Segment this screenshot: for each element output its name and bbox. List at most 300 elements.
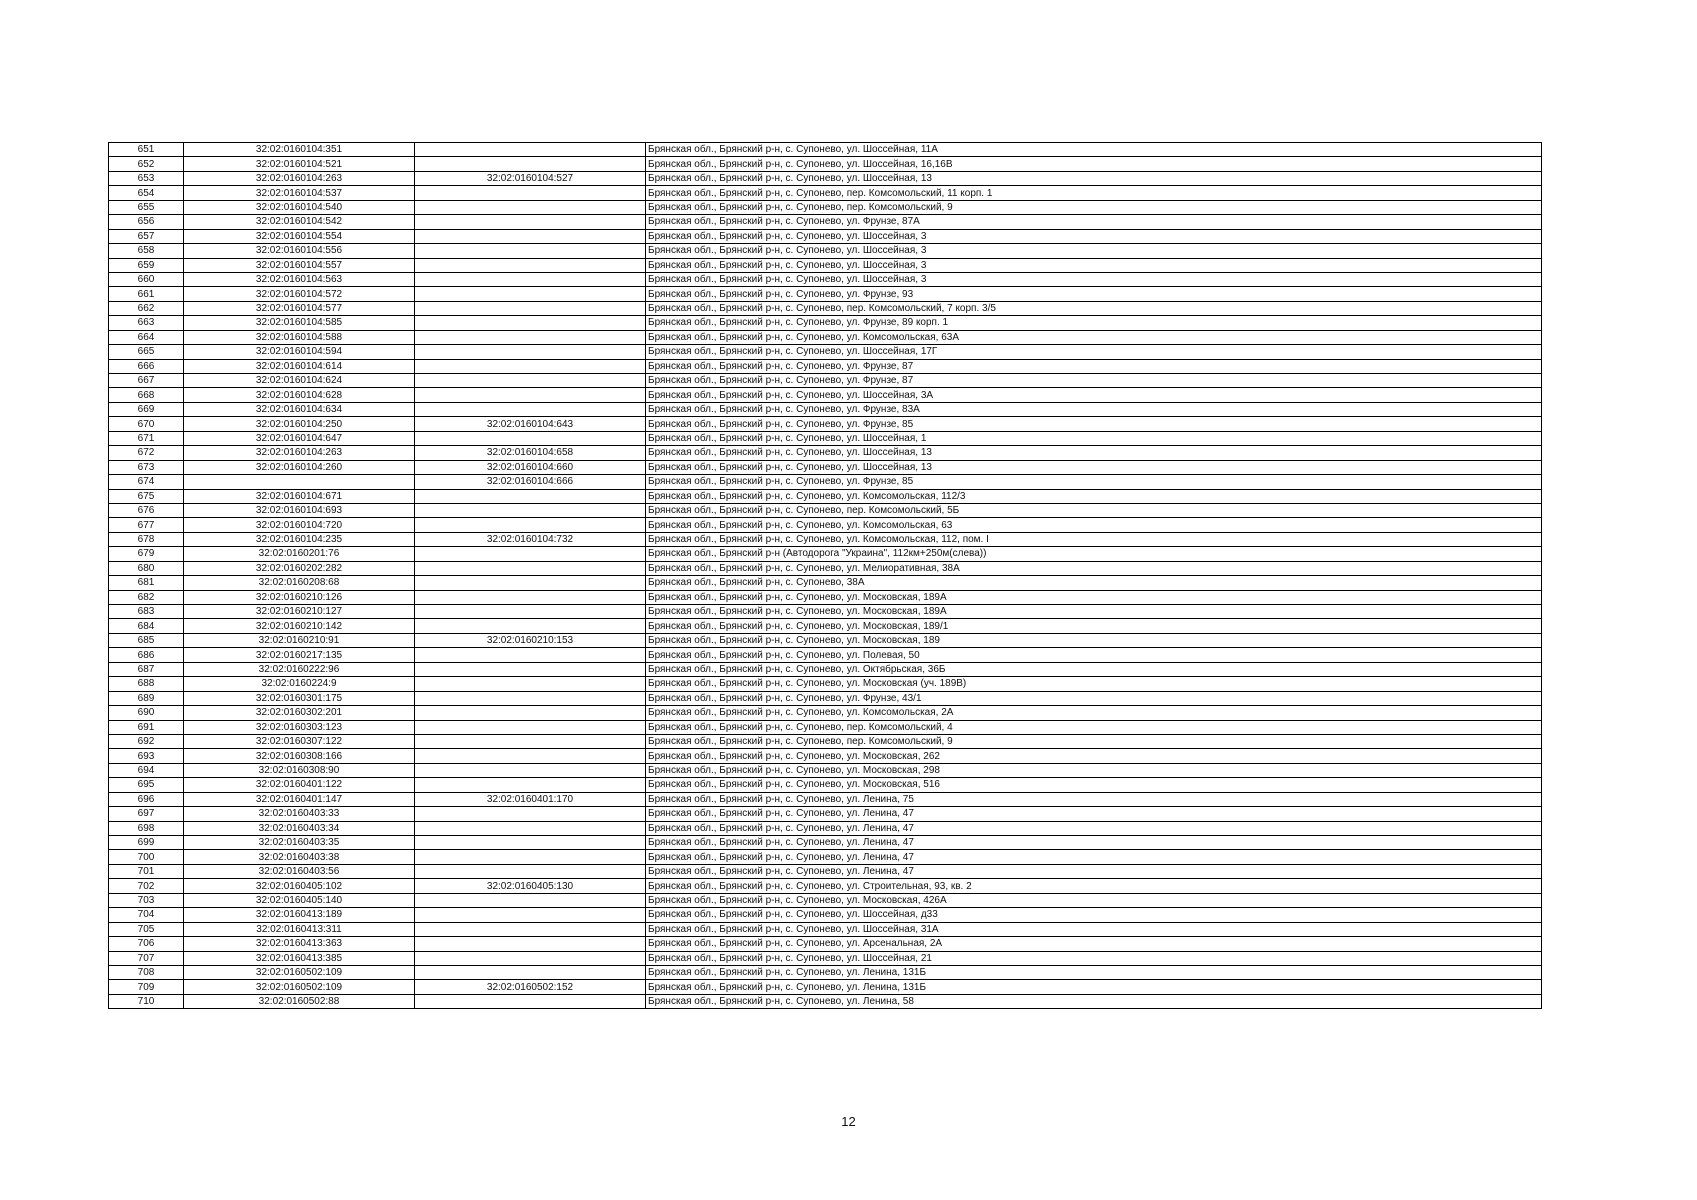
table-row [109, 864, 1542, 878]
table-row [109, 561, 1542, 575]
cadastral-number-cell: 32:02:0160210:142 [184, 619, 415, 633]
table-row [109, 215, 1542, 229]
cadastral-number-cell: 32:02:0160104:235 [184, 532, 415, 546]
table-row [109, 171, 1542, 185]
cadastral-number-cell: 32:02:0160104:542 [184, 215, 415, 229]
related-cadastral-number-cell [415, 272, 646, 286]
related-cadastral-number-cell [415, 186, 646, 200]
address-cell: Брянская обл., Брянский р-н, с. Супонево, ул. Московская, 189А [646, 605, 1542, 619]
cadastral-number-cell: 32:02:0160403:38 [184, 850, 415, 864]
row-number-cell: 691 [109, 720, 184, 734]
address-cell: Брянская обл., Брянский р-н, с. Супонево, пер. Комсомольский, 4 [646, 720, 1542, 734]
related-cadastral-number-cell [415, 287, 646, 301]
related-cadastral-number-cell [415, 619, 646, 633]
table-row [109, 417, 1542, 431]
cadastral-number-cell: 32:02:0160502:109 [184, 965, 415, 979]
table-row [109, 706, 1542, 720]
address-cell: Брянская обл., Брянский р-н, с. Супонево, пер. Комсомольский, 5Б [646, 503, 1542, 517]
row-number-cell: 687 [109, 662, 184, 676]
cadastral-table [108, 142, 1542, 1009]
related-cadastral-number-cell [415, 143, 646, 157]
address-cell: Брянская обл., Брянский р-н, с. Супонево, ул. Московская, 189А [646, 590, 1542, 604]
cadastral-number-cell: 32:02:0160104:351 [184, 143, 415, 157]
cadastral-number-cell: 32:02:0160217:135 [184, 648, 415, 662]
cadastral-number-cell: 32:02:0160403:33 [184, 807, 415, 821]
row-number-cell: 681 [109, 576, 184, 590]
row-number-cell: 703 [109, 893, 184, 907]
cadastral-number-cell: 32:02:0160104:540 [184, 200, 415, 214]
related-cadastral-number-cell [415, 200, 646, 214]
address-cell: Брянская обл., Брянский р-н, с. Супонево, ул. Фрунзе, 85 [646, 475, 1542, 489]
table-row [109, 272, 1542, 286]
table-row [109, 734, 1542, 748]
table-row [109, 359, 1542, 373]
table-row [109, 503, 1542, 517]
table-row [109, 532, 1542, 546]
address-cell: Брянская обл., Брянский р-н, с. Супонево, ул. Фрунзе, 87 [646, 359, 1542, 373]
address-cell: Брянская обл., Брянский р-н, с. Супонево, ул. Шоссейная, 16,16В [646, 157, 1542, 171]
cadastral-number-cell: 32:02:0160413:311 [184, 922, 415, 936]
table-row [109, 850, 1542, 864]
row-number-cell: 677 [109, 518, 184, 532]
cadastral-number-cell: 32:02:0160307:122 [184, 734, 415, 748]
address-cell: Брянская обл., Брянский р-н, с. Супонево, ул. Фрунзе, 83А [646, 402, 1542, 416]
row-number-cell: 662 [109, 301, 184, 315]
cadastral-number-cell: 32:02:0160104:693 [184, 503, 415, 517]
address-cell: Брянская обл., Брянский р-н, с. Супонево, ул. Октябрьская, 36Б [646, 662, 1542, 676]
row-number-cell: 678 [109, 532, 184, 546]
row-number-cell: 704 [109, 908, 184, 922]
cadastral-number-cell: 32:02:0160208:68 [184, 576, 415, 590]
cadastral-number-cell: 32:02:0160413:363 [184, 937, 415, 951]
address-cell: Брянская обл., Брянский р-н, с. Супонево, ул. Строительная, 93, кв. 2 [646, 879, 1542, 893]
cadastral-number-cell: 32:02:0160104:634 [184, 402, 415, 416]
address-cell: Брянская обл., Брянский р-н, с. Супонево, ул. Комсомольская, 112, пом. I [646, 532, 1542, 546]
address-cell: Брянская обл., Брянский р-н, с. Супонево, ул. Комсомольская, 112/3 [646, 489, 1542, 503]
address-cell: Брянская обл., Брянский р-н, с. Супонево, ул. Шоссейная, 3 [646, 229, 1542, 243]
address-cell: Брянская обл., Брянский р-н, с. Супонево, ул. Фрунзе, 89 корп. 1 [646, 316, 1542, 330]
row-number-cell: 654 [109, 186, 184, 200]
related-cadastral-number-cell: 32:02:0160104:527 [415, 171, 646, 185]
table-row [109, 677, 1542, 691]
address-cell: Брянская обл., Брянский р-н, с. Супонево, ул. Шоссейная, 13 [646, 460, 1542, 474]
related-cadastral-number-cell [415, 244, 646, 258]
cadastral-number-cell: 32:02:0160301:175 [184, 691, 415, 705]
row-number-cell: 696 [109, 792, 184, 806]
row-number-cell: 657 [109, 229, 184, 243]
table-row [109, 475, 1542, 489]
related-cadastral-number-cell [415, 763, 646, 777]
related-cadastral-number-cell [415, 720, 646, 734]
row-number-cell: 652 [109, 157, 184, 171]
row-number-cell: 685 [109, 633, 184, 647]
related-cadastral-number-cell [415, 908, 646, 922]
table-row [109, 691, 1542, 705]
address-cell: Брянская обл., Брянский р-н, с. Супонево, ул. Комсомольская, 63А [646, 330, 1542, 344]
address-cell: Брянская обл., Брянский р-н, с. Супонево, ул. Ленина, 75 [646, 792, 1542, 806]
cadastral-number-cell: 32:02:0160224:9 [184, 677, 415, 691]
row-number-cell: 655 [109, 200, 184, 214]
cadastral-number-cell: 32:02:0160210:91 [184, 633, 415, 647]
related-cadastral-number-cell [415, 648, 646, 662]
table-row [109, 157, 1542, 171]
related-cadastral-number-cell [415, 402, 646, 416]
address-cell: Брянская обл., Брянский р-н, с. Супонево, ул. Шоссейная, 11А [646, 143, 1542, 157]
row-number-cell: 661 [109, 287, 184, 301]
row-number-cell: 688 [109, 677, 184, 691]
related-cadastral-number-cell [415, 316, 646, 330]
related-cadastral-number-cell [415, 503, 646, 517]
table-row [109, 143, 1542, 157]
cadastral-number-cell: 32:02:0160104:594 [184, 345, 415, 359]
address-cell: Брянская обл., Брянский р-н, с. Супонево, пер. Комсомольский, 9 [646, 200, 1542, 214]
row-number-cell: 667 [109, 374, 184, 388]
row-number-cell: 666 [109, 359, 184, 373]
related-cadastral-number-cell [415, 691, 646, 705]
table-row [109, 446, 1542, 460]
related-cadastral-number-cell [415, 359, 646, 373]
row-number-cell: 683 [109, 605, 184, 619]
address-cell: Брянская обл., Брянский р-н, с. Супонево, ул. Московская, 426А [646, 893, 1542, 907]
address-cell: Брянская обл., Брянский р-н, с. Супонево, ул. Шоссейная, д33 [646, 908, 1542, 922]
related-cadastral-number-cell: 32:02:0160405:130 [415, 879, 646, 893]
address-cell: Брянская обл., Брянский р-н, с. Супонево, ул. Московская (уч. 189В) [646, 677, 1542, 691]
table-body [109, 143, 1542, 1009]
address-cell: Брянская обл., Брянский р-н, с. Супонево, ул. Ленина, 47 [646, 864, 1542, 878]
row-number-cell: 653 [109, 171, 184, 185]
table-row [109, 431, 1542, 445]
related-cadastral-number-cell [415, 677, 646, 691]
address-cell: Брянская обл., Брянский р-н, с. Супонево, ул. Шоссейная, 3 [646, 272, 1542, 286]
row-number-cell: 670 [109, 417, 184, 431]
address-cell: Брянская обл., Брянский р-н, с. Супонево, пер. Комсомольский, 7 корп. 3/5 [646, 301, 1542, 315]
table-row [109, 619, 1542, 633]
address-cell: Брянская обл., Брянский р-н, с. Супонево, ул. Шоссейная, 3 [646, 258, 1542, 272]
cadastral-number-cell: 32:02:0160303:123 [184, 720, 415, 734]
row-number-cell: 672 [109, 446, 184, 460]
table-row [109, 244, 1542, 258]
cadastral-number-cell: 32:02:0160210:126 [184, 590, 415, 604]
related-cadastral-number-cell [415, 864, 646, 878]
address-cell: Брянская обл., Брянский р-н, с. Супонево, ул. Ленина, 131Б [646, 980, 1542, 994]
row-number-cell: 658 [109, 244, 184, 258]
table-row [109, 374, 1542, 388]
cadastral-number-cell: 32:02:0160201:76 [184, 547, 415, 561]
table-row [109, 662, 1542, 676]
row-number-cell: 673 [109, 460, 184, 474]
address-cell: Брянская обл., Брянский р-н, с. Супонево, 38А [646, 576, 1542, 590]
related-cadastral-number-cell [415, 836, 646, 850]
table-row [109, 792, 1542, 806]
cadastral-number-cell: 32:02:0160502:109 [184, 980, 415, 994]
related-cadastral-number-cell [415, 561, 646, 575]
related-cadastral-number-cell [415, 229, 646, 243]
address-cell: Брянская обл., Брянский р-н, с. Супонево, ул. Шоссейная, 21 [646, 951, 1542, 965]
cadastral-number-cell: 32:02:0160104:585 [184, 316, 415, 330]
address-cell: Брянская обл., Брянский р-н, с. Супонево, ул. Шоссейная, 13 [646, 446, 1542, 460]
cadastral-number-cell: 32:02:0160104:263 [184, 446, 415, 460]
cadastral-number-cell: 32:02:0160104:563 [184, 272, 415, 286]
table-row [109, 200, 1542, 214]
row-number-cell: 705 [109, 922, 184, 936]
row-number-cell: 702 [109, 879, 184, 893]
cadastral-number-cell: 32:02:0160302:201 [184, 706, 415, 720]
row-number-cell: 663 [109, 316, 184, 330]
table-row [109, 994, 1542, 1008]
related-cadastral-number-cell [415, 994, 646, 1008]
cadastral-number-cell: 32:02:0160104:537 [184, 186, 415, 200]
address-cell: Брянская обл., Брянский р-н (Автодорога "Украина", 112км+250м(слева)) [646, 547, 1542, 561]
related-cadastral-number-cell [415, 388, 646, 402]
row-number-cell: 708 [109, 965, 184, 979]
table-row [109, 518, 1542, 532]
row-number-cell: 698 [109, 821, 184, 835]
row-number-cell: 701 [109, 864, 184, 878]
related-cadastral-number-cell [415, 258, 646, 272]
address-cell: Брянская обл., Брянский р-н, с. Супонево, ул. Московская, 189/1 [646, 619, 1542, 633]
row-number-cell: 676 [109, 503, 184, 517]
row-number-cell: 669 [109, 402, 184, 416]
row-number-cell: 710 [109, 994, 184, 1008]
table-row [109, 330, 1542, 344]
cadastral-number-cell: 32:02:0160401:147 [184, 792, 415, 806]
address-cell: Брянская обл., Брянский р-н, с. Супонево, ул. Шоссейная, 1 [646, 431, 1542, 445]
table-row [109, 821, 1542, 835]
related-cadastral-number-cell: 32:02:0160104:658 [415, 446, 646, 460]
address-cell: Брянская обл., Брянский р-н, с. Супонево, ул. Московская, 189 [646, 633, 1542, 647]
cadastral-number-cell: 32:02:0160401:122 [184, 778, 415, 792]
related-cadastral-number-cell [415, 951, 646, 965]
table-row [109, 576, 1542, 590]
address-cell: Брянская обл., Брянский р-н, с. Супонево, ул. Арсенальная, 2А [646, 937, 1542, 951]
address-cell: Брянская обл., Брянский р-н, с. Супонево, ул. Комсомольская, 2А [646, 706, 1542, 720]
cadastral-number-cell: 32:02:0160104:720 [184, 518, 415, 532]
row-number-cell: 690 [109, 706, 184, 720]
cadastral-number-cell: 32:02:0160104:263 [184, 171, 415, 185]
cadastral-number-cell: 32:02:0160104:628 [184, 388, 415, 402]
address-cell: Брянская обл., Брянский р-н, с. Супонево, ул. Комсомольская, 63 [646, 518, 1542, 532]
cadastral-number-cell: 32:02:0160104:588 [184, 330, 415, 344]
row-number-cell: 680 [109, 561, 184, 575]
cadastral-number-cell: 32:02:0160403:34 [184, 821, 415, 835]
table-row [109, 778, 1542, 792]
cadastral-number-cell: 32:02:0160104:647 [184, 431, 415, 445]
row-number-cell: 692 [109, 734, 184, 748]
related-cadastral-number-cell [415, 821, 646, 835]
cadastral-number-cell: 32:02:0160502:88 [184, 994, 415, 1008]
table-row [109, 893, 1542, 907]
related-cadastral-number-cell [415, 922, 646, 936]
row-number-cell: 659 [109, 258, 184, 272]
cadastral-number-cell: 32:02:0160104:556 [184, 244, 415, 258]
row-number-cell: 700 [109, 850, 184, 864]
related-cadastral-number-cell [415, 345, 646, 359]
table-row [109, 287, 1542, 301]
related-cadastral-number-cell [415, 807, 646, 821]
related-cadastral-number-cell: 32:02:0160104:643 [415, 417, 646, 431]
cadastral-number-cell: 32:02:0160104:577 [184, 301, 415, 315]
cadastral-number-cell: 32:02:0160210:127 [184, 605, 415, 619]
related-cadastral-number-cell [415, 301, 646, 315]
related-cadastral-number-cell: 32:02:0160401:170 [415, 792, 646, 806]
table-row [109, 763, 1542, 777]
row-number-cell: 689 [109, 691, 184, 705]
table-row [109, 633, 1542, 647]
row-number-cell: 707 [109, 951, 184, 965]
cadastral-number-cell: 32:02:0160104:521 [184, 157, 415, 171]
table-row [109, 316, 1542, 330]
table-row [109, 937, 1542, 951]
row-number-cell: 709 [109, 980, 184, 994]
related-cadastral-number-cell [415, 706, 646, 720]
cadastral-number-cell: 32:02:0160413:189 [184, 908, 415, 922]
table-row [109, 965, 1542, 979]
address-cell: Брянская обл., Брянский р-н, с. Супонево, пер. Комсомольский, 9 [646, 734, 1542, 748]
address-cell: Брянская обл., Брянский р-н, с. Супонево, ул. Ленина, 47 [646, 836, 1542, 850]
address-cell: Брянская обл., Брянский р-н, с. Супонево, ул. Шоссейная, 3 [646, 244, 1542, 258]
related-cadastral-number-cell [415, 547, 646, 561]
related-cadastral-number-cell [415, 734, 646, 748]
address-cell: Брянская обл., Брянский р-н, с. Супонево, ул. Московская, 262 [646, 749, 1542, 763]
row-number-cell: 656 [109, 215, 184, 229]
related-cadastral-number-cell [415, 605, 646, 619]
row-number-cell: 665 [109, 345, 184, 359]
row-number-cell: 664 [109, 330, 184, 344]
address-cell: Брянская обл., Брянский р-н, с. Супонево, ул. Московская, 298 [646, 763, 1542, 777]
address-cell: Брянская обл., Брянский р-н, с. Супонево, ул. Шоссейная, 31А [646, 922, 1542, 936]
address-cell: Брянская обл., Брянский р-н, с. Супонево, ул. Ленина, 131Б [646, 965, 1542, 979]
table-row [109, 879, 1542, 893]
table-row [109, 908, 1542, 922]
address-cell: Брянская обл., Брянский р-н, с. Супонево, пер. Комсомольский, 11 корп. 1 [646, 186, 1542, 200]
cadastral-number-cell: 32:02:0160405:140 [184, 893, 415, 907]
related-cadastral-number-cell [415, 662, 646, 676]
address-cell: Брянская обл., Брянский р-н, с. Супонево, ул. Фрунзе, 93 [646, 287, 1542, 301]
cadastral-number-cell: 32:02:0160104:557 [184, 258, 415, 272]
cadastral-number-cell: 32:02:0160403:56 [184, 864, 415, 878]
cadastral-number-cell: 32:02:0160222:96 [184, 662, 415, 676]
cadastral-number-cell: 32:02:0160104:260 [184, 460, 415, 474]
table-row [109, 388, 1542, 402]
row-number-cell: 651 [109, 143, 184, 157]
table-row [109, 186, 1542, 200]
related-cadastral-number-cell [415, 576, 646, 590]
cadastral-number-cell: 32:02:0160104:250 [184, 417, 415, 431]
row-number-cell: 679 [109, 547, 184, 561]
related-cadastral-number-cell [415, 965, 646, 979]
row-number-cell: 684 [109, 619, 184, 633]
related-cadastral-number-cell: 32:02:0160502:152 [415, 980, 646, 994]
cadastral-number-cell: 32:02:0160104:554 [184, 229, 415, 243]
row-number-cell: 706 [109, 937, 184, 951]
table-row [109, 229, 1542, 243]
address-cell: Брянская обл., Брянский р-н, с. Супонево, ул. Ленина, 47 [646, 821, 1542, 835]
table-row [109, 590, 1542, 604]
address-cell: Брянская обл., Брянский р-н, с. Супонево, ул. Шоссейная, 3А [646, 388, 1542, 402]
row-number-cell: 682 [109, 590, 184, 604]
page-number: 12 [841, 1114, 856, 1129]
table-row [109, 922, 1542, 936]
related-cadastral-number-cell: 32:02:0160104:732 [415, 532, 646, 546]
related-cadastral-number-cell [415, 893, 646, 907]
row-number-cell: 699 [109, 836, 184, 850]
related-cadastral-number-cell [415, 518, 646, 532]
cadastral-number-cell: 32:02:0160104:572 [184, 287, 415, 301]
cadastral-number-cell: 32:02:0160308:166 [184, 749, 415, 763]
related-cadastral-number-cell [415, 330, 646, 344]
related-cadastral-number-cell: 32:02:0160104:660 [415, 460, 646, 474]
address-cell: Брянская обл., Брянский р-н, с. Супонево, ул. Московская, 516 [646, 778, 1542, 792]
table-row [109, 807, 1542, 821]
row-number-cell: 686 [109, 648, 184, 662]
table-row [109, 648, 1542, 662]
table-row [109, 749, 1542, 763]
cadastral-number-cell: 32:02:0160104:624 [184, 374, 415, 388]
row-number-cell: 674 [109, 475, 184, 489]
address-cell: Брянская обл., Брянский р-н, с. Супонево, ул. Фрунзе, 87 [646, 374, 1542, 388]
table-row [109, 460, 1542, 474]
address-cell: Брянская обл., Брянский р-н, с. Супонево, ул. Фрунзе, 43/1 [646, 691, 1542, 705]
address-cell: Брянская обл., Брянский р-н, с. Супонево, ул. Фрунзе, 87А [646, 215, 1542, 229]
row-number-cell: 697 [109, 807, 184, 821]
table-row [109, 980, 1542, 994]
related-cadastral-number-cell [415, 489, 646, 503]
address-cell: Брянская обл., Брянский р-н, с. Супонево, ул. Шоссейная, 17Г [646, 345, 1542, 359]
related-cadastral-number-cell [415, 778, 646, 792]
related-cadastral-number-cell [415, 215, 646, 229]
address-cell: Брянская обл., Брянский р-н, с. Супонево, ул. Ленина, 47 [646, 807, 1542, 821]
table-row [109, 258, 1542, 272]
cadastral-number-cell: 32:02:0160405:102 [184, 879, 415, 893]
related-cadastral-number-cell [415, 937, 646, 951]
address-cell: Брянская обл., Брянский р-н, с. Супонево, ул. Ленина, 47 [646, 850, 1542, 864]
row-number-cell: 668 [109, 388, 184, 402]
row-number-cell: 695 [109, 778, 184, 792]
cadastral-number-cell: 32:02:0160104:614 [184, 359, 415, 373]
table-row [109, 402, 1542, 416]
row-number-cell: 693 [109, 749, 184, 763]
related-cadastral-number-cell: 32:02:0160104:666 [415, 475, 646, 489]
row-number-cell: 675 [109, 489, 184, 503]
row-number-cell: 694 [109, 763, 184, 777]
address-cell: Брянская обл., Брянский р-н, с. Супонево, ул. Ленина, 58 [646, 994, 1542, 1008]
table-row [109, 547, 1542, 561]
row-number-cell: 671 [109, 431, 184, 445]
cadastral-number-cell: 32:02:0160202:282 [184, 561, 415, 575]
cadastral-number-cell: 32:02:0160403:35 [184, 836, 415, 850]
address-cell: Брянская обл., Брянский р-н, с. Супонево, ул. Мелиоративная, 38А [646, 561, 1542, 575]
related-cadastral-number-cell [415, 431, 646, 445]
address-cell: Брянская обл., Брянский р-н, с. Супонево, ул. Полевая, 50 [646, 648, 1542, 662]
related-cadastral-number-cell [415, 374, 646, 388]
cadastral-number-cell: 32:02:0160413:385 [184, 951, 415, 965]
table-row [109, 489, 1542, 503]
row-number-cell: 660 [109, 272, 184, 286]
table-row [109, 951, 1542, 965]
related-cadastral-number-cell [415, 590, 646, 604]
address-cell: Брянская обл., Брянский р-н, с. Супонево, ул. Шоссейная, 13 [646, 171, 1542, 185]
related-cadastral-number-cell [415, 850, 646, 864]
address-cell: Брянская обл., Брянский р-н, с. Супонево, ул. Фрунзе, 85 [646, 417, 1542, 431]
table-row [109, 301, 1542, 315]
table-row [109, 345, 1542, 359]
related-cadastral-number-cell [415, 749, 646, 763]
cadastral-number-cell [184, 475, 415, 489]
cadastral-number-cell: 32:02:0160104:671 [184, 489, 415, 503]
table-row [109, 836, 1542, 850]
related-cadastral-number-cell [415, 157, 646, 171]
cadastral-number-cell: 32:02:0160308:90 [184, 763, 415, 777]
